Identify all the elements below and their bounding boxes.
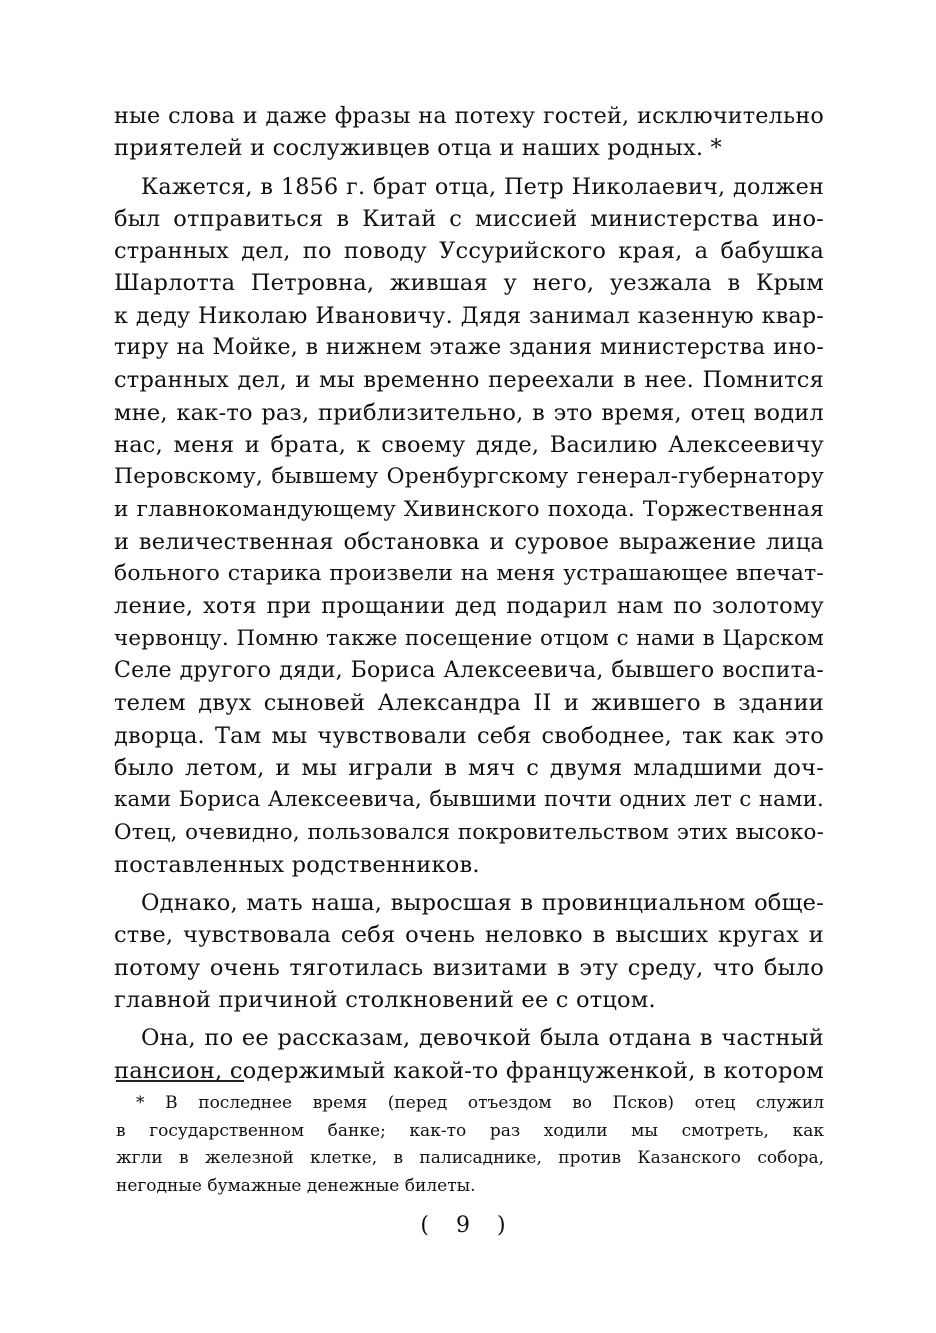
- text-line: поставленных родственников.: [114, 851, 480, 878]
- text-line: пансион, содержимый какой-то француженкой, в котором: [114, 1057, 824, 1084]
- text-line: странных дел, по поводу Уссурийского края, а бабушка: [114, 238, 824, 265]
- text-line: Шарлотта Петровна, жившая у него, уезжала в Крым: [114, 270, 824, 297]
- footnote-line: в государственном банке; как-то раз ходили мы смотреть, как: [116, 1120, 824, 1141]
- text-line: Она, по ее рассказам, девочкой была отдана в частный: [141, 1025, 824, 1052]
- text-line: странных дел, и мы временно переехали в нее. Помнится: [114, 367, 824, 394]
- paragraph-1: [114, 100, 824, 165]
- text-line: и главнокомандующему Хивинского похода. Торжественная: [114, 496, 824, 522]
- text-line: дворца. Там мы чувствовали себя свободнее, так как это: [114, 722, 824, 749]
- text-line: Однако, мать наша, выросшая в провинциальном обще-: [141, 890, 824, 917]
- paragraph-2: [114, 171, 824, 882]
- text-line: нас, меня и брата, к своему дяде, Василию Алексеевичу: [114, 431, 824, 458]
- footnote-line: негодные бумажные денежные билеты.: [116, 1175, 476, 1196]
- text-line: и величественная обстановка и суровое выражение лица: [114, 528, 824, 555]
- main-text: [114, 100, 824, 1087]
- text-line: тиру на Мойке, в нижнем этаже здания министерства ино-: [114, 335, 824, 361]
- text-line: главной причиной столкновений ее с отцом.: [114, 987, 656, 1014]
- text-line: больного старика произвели на меня устрашающее впечат-: [114, 561, 824, 587]
- text-line: Кажется, в 1856 г. брат отца, Петр Николаевич, должен: [141, 173, 824, 200]
- text-line: мне, как-то раз, приблизительно, в это время, отец водил: [114, 399, 824, 426]
- text-line: ление, хотя при прощании дед подарил нам по золотому: [114, 593, 824, 620]
- footnote-line: * В последнее время (перед отъездом во Псков) отец служил: [136, 1093, 824, 1113]
- footnote-divider: [116, 1080, 244, 1082]
- text-line: приятелей и сослуживцев отца и наших родных. *: [114, 135, 722, 162]
- text-line: потому очень тяготилась визитами в эту среду, что было: [114, 954, 824, 981]
- text-line: ные слова и даже фразы на потеху гостей, исключительно: [114, 103, 824, 129]
- text-line: Отец, очевидно, пользовался покровительством этих высоко-: [114, 819, 824, 845]
- footnote-line: жгли в железной клетке, в палисаднике, против Казанского собора,: [116, 1148, 824, 1168]
- text-line: телем двух сыновей Александра II и жившего в здании: [114, 690, 824, 717]
- page-body: [114, 100, 824, 1087]
- text-line: был отправиться в Китай с миссией министерства ино-: [114, 205, 824, 232]
- text-line: стве, чувствовала себя очень неловко в высших кругах и: [114, 922, 824, 949]
- text-line: было летом, и мы играли в мяч с двумя младшими доч-: [114, 754, 824, 781]
- text-line: червонцу. Помню также посещение отцом с нами в Царском: [114, 625, 824, 651]
- paragraph-3: [114, 887, 824, 1016]
- page-number: ( 9 ): [420, 1213, 516, 1238]
- footnote: [116, 1090, 824, 1200]
- text-line: Перовскому, бывшему Оренбургскому генерал-губернатору: [114, 464, 824, 490]
- text-line: Селе другого дяди, Бориса Алексеевича, бывшего воспита-: [114, 658, 824, 684]
- text-line: ками Бориса Алексеевича, бывшими почти одних лет с нами.: [114, 787, 824, 813]
- paragraph-4: [114, 1022, 824, 1087]
- text-line: к деду Николаю Ивановичу. Дядя занимал казенную квар-: [114, 302, 824, 329]
